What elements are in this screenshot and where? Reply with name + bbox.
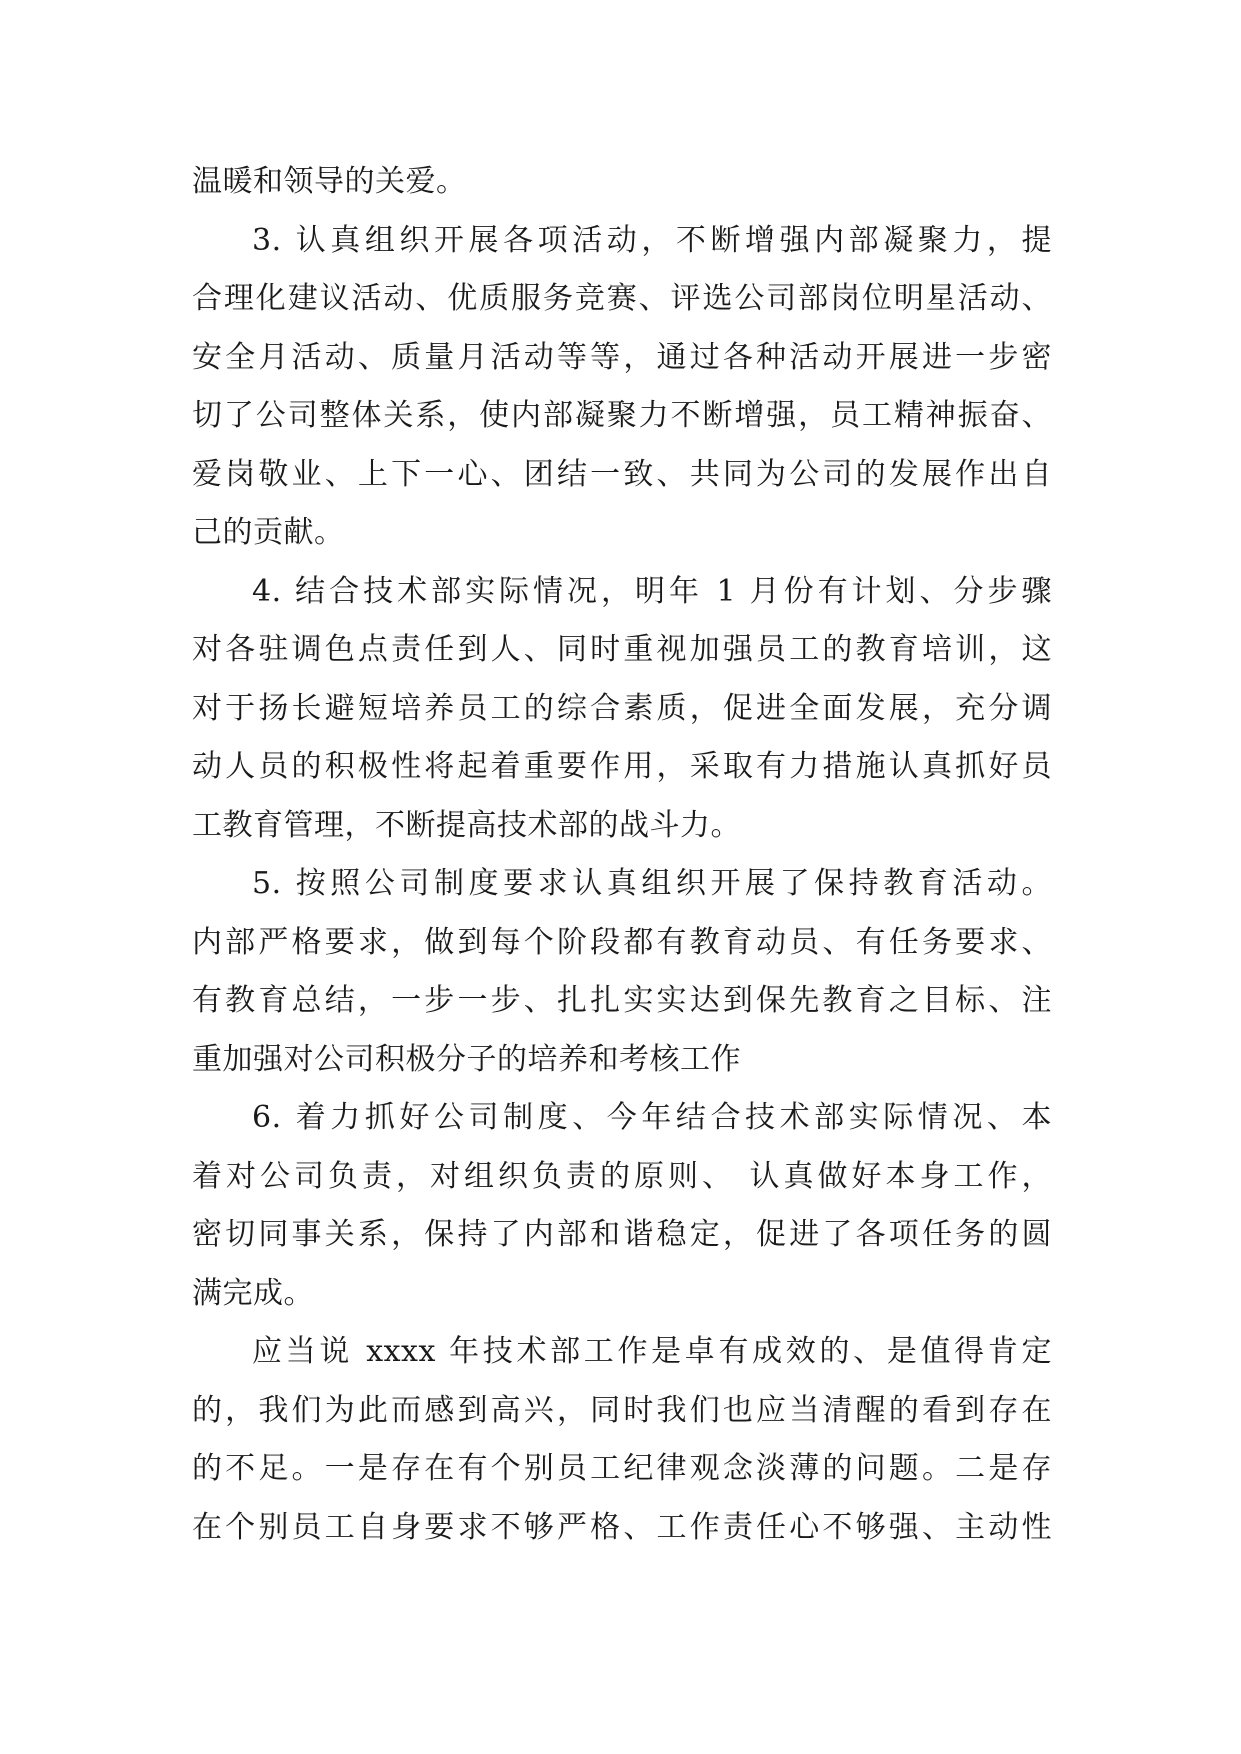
text-line: 切了公司整体关系，使内部凝聚力不断增强，员工精神振奋、 (192, 398, 1052, 433)
text-line: 安全月活动、质量月活动等等，通过各种活动开展进一步密 (192, 339, 1052, 375)
text-line: 4. 结合技术部实际情况，明年 1 月份有计划、分步骤 (252, 573, 1052, 609)
text-line: 的不足。一是存在有个别员工纪律观念淡薄的问题。二是存 (192, 1451, 1052, 1486)
text-line: 5. 按照公司制度要求认真组织开展了保持教育活动。 (252, 866, 1052, 901)
text-line: 着对公司负责，对组织负责的原则、 认真做好本身工作， (192, 1158, 1052, 1194)
text-line: 密切同事关系，保持了内部和谐稳定，促进了各项任务的圆 (192, 1217, 1052, 1252)
text-line: 3. 认真组织开展各项活动，不断增强内部凝聚力，提 (252, 222, 1052, 258)
text-line: 对于扬长避短培养员工的综合素质，促进全面发展，充分调 (192, 690, 1052, 726)
text-line: 内部严格要求，做到每个阶段都有教育动员、有任务要求、 (192, 924, 1052, 960)
text-line: 应当说 xxxx 年技术部工作是卓有成效的、是值得肯定 (252, 1334, 1052, 1369)
text-line: 工教育管理，不断提高技术部的战斗力。 (192, 807, 741, 843)
text-line: 对各驻调色点责任到人、同时重视加强员工的教育培训，这 (192, 632, 1052, 667)
text-line: 满完成。 (192, 1275, 314, 1311)
body-text (192, 153, 1052, 1557)
text-line: 重加强对公司积极分子的培养和考核工作 (192, 1041, 741, 1077)
text-line: 6. 着力抓好公司制度、今年结合技术部实际情况、本 (252, 1100, 1052, 1135)
text-line: 动人员的积极性将起着重要作用，采取有力措施认真抓好员 (192, 749, 1052, 784)
text-line: 的，我们为此而感到高兴，同时我们也应当清醒的看到存在 (192, 1392, 1052, 1428)
text-line: 在个别员工自身要求不够严格、工作责任心不够强、主动性 (192, 1509, 1052, 1545)
text-line: 有教育总结，一步一步、扎扎实实达到保先教育之目标、注 (192, 983, 1052, 1018)
text-line: 己的贡献。 (192, 515, 345, 550)
text-line: 爱岗敬业、上下一心、团结一致、共同为公司的发展作出自 (192, 456, 1052, 492)
text-line: 温暖和领导的关爱。 (192, 164, 467, 199)
text-line: 合理化建议活动、优质服务竞赛、评选公司部岗位明星活动、 (192, 281, 1052, 316)
